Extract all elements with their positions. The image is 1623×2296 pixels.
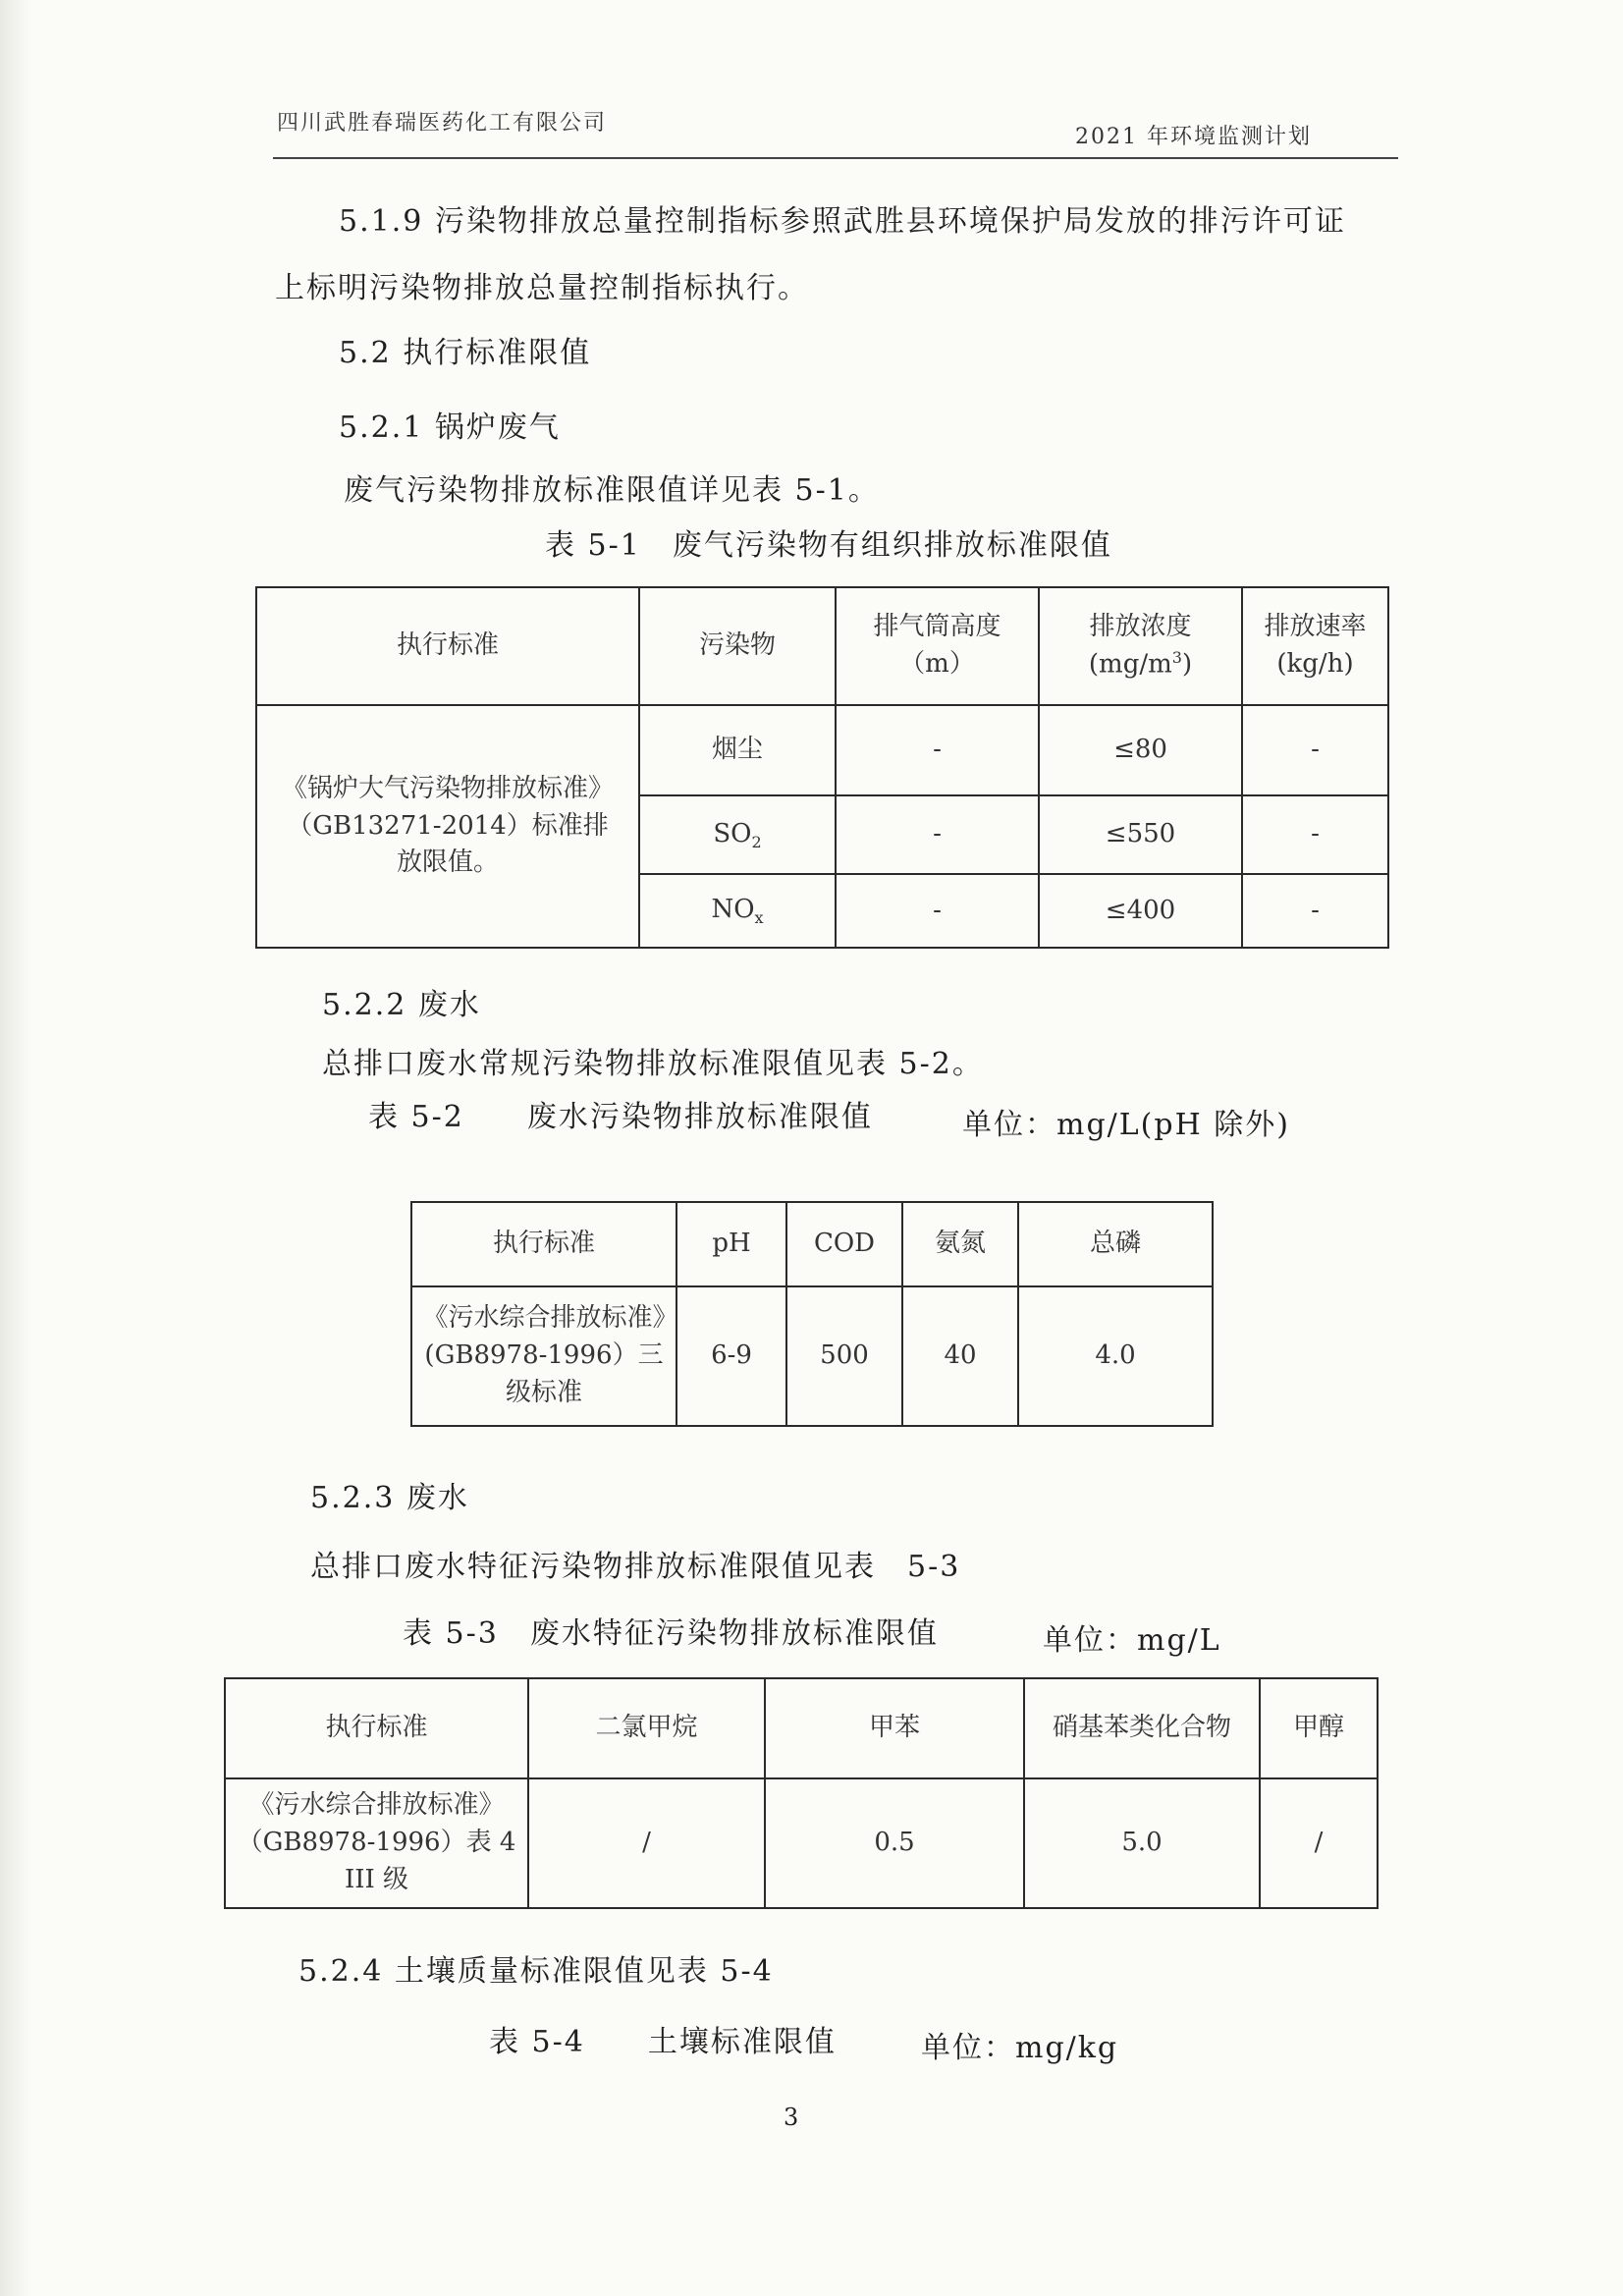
t2-value-ammonia: 40: [902, 1286, 1018, 1426]
t2-header-ammonia: 氨氮: [902, 1202, 1018, 1286]
t3-value-methanol: /: [1260, 1778, 1378, 1908]
t1-header-concentration-line2: [1046, 646, 1235, 683]
t1-header-height-line2: （m）: [899, 649, 975, 679]
caption-table-5-1: 表 5-1 废气污染物有组织排放标准限值: [545, 528, 1112, 563]
t2-standard-cell: 《污水综合排放标准》(GB8978-1996）三级标准: [411, 1286, 676, 1426]
t1-unit-a: (mg/m: [1088, 649, 1172, 680]
t2-header-ph: pH: [676, 1202, 786, 1286]
page-number: 3: [784, 2104, 799, 2131]
t1-header-pollutant: 污染物: [639, 587, 836, 705]
header-rule: [273, 157, 1398, 159]
t1-header-rate-line2: (kg/h): [1276, 649, 1354, 679]
t1-header-rate: [1242, 587, 1388, 705]
heading-5-2-1: 5.2.1 锅炉废气: [339, 410, 561, 445]
t2-value-cod: 500: [786, 1286, 902, 1426]
t2-value-phosphorus: 4.0: [1018, 1286, 1213, 1426]
t1-height: -: [836, 874, 1039, 948]
t1-pollutant: 烟尘: [639, 705, 836, 795]
t2-header-cod: COD: [786, 1202, 902, 1286]
caption-table-5-2-unit: 单位：mg/L(pH 除外): [962, 1108, 1290, 1142]
t1-unit-sup: 3: [1171, 647, 1182, 667]
t1-rate: -: [1242, 874, 1388, 948]
paragraph-5-2-1: 废气污染物排放标准限值详见表 5-1。: [344, 473, 880, 508]
t3-header-standard: 执行标准: [225, 1678, 528, 1778]
table-5-3: [224, 1677, 1379, 1909]
t3-value-toluene: 0.5: [765, 1778, 1024, 1908]
t3-value-dichloromethane: /: [528, 1778, 765, 1908]
t1-standard-cell: 《锅炉大气污染物排放标准》（GB13271-2014）标准排放限值。: [256, 705, 639, 948]
heading-5-2: 5.2 执行标准限值: [339, 336, 592, 370]
t1-rate: -: [1242, 705, 1388, 795]
table-row: [411, 1286, 1213, 1426]
t3-standard-cell: 《污水综合排放标准》（GB8978-1996）表 4 III 级: [225, 1778, 528, 1908]
t3-value-nitrobenzenes: 5.0: [1024, 1778, 1260, 1908]
t3-header-methanol: 甲醇: [1260, 1678, 1378, 1778]
t2-value-ph: 6-9: [676, 1286, 786, 1426]
t1-header-height-line1: 排气筒高度: [873, 612, 1001, 642]
paragraph-519-line1: 5.1.9 污染物排放总量控制指标参照武胜县环境保护局发放的排污许可证: [339, 204, 1346, 239]
paragraph-5-2-2: 总排口废水常规污染物排放标准限值见表 5-2。: [322, 1047, 984, 1081]
caption-table-5-3-unit: 单位：mg/L: [1043, 1623, 1221, 1658]
caption-table-5-4-title: 表 5-4 土壤标准限值: [489, 2025, 837, 2059]
t1-height: -: [836, 705, 1039, 795]
table-5-2: [410, 1201, 1214, 1427]
t1-unit-b: ): [1181, 649, 1193, 680]
t1-header-concentration-line1: 排放浓度: [1089, 611, 1192, 641]
heading-5-2-4: 5.2.4 土壤质量标准限值见表 5-4: [298, 1954, 774, 1989]
t3-header-dichloromethane: 二氯甲烷: [528, 1678, 765, 1778]
t1-height: -: [836, 795, 1039, 874]
t2-header-phosphorus: 总磷: [1018, 1202, 1213, 1286]
caption-table-5-4-unit: 单位：mg/kg: [921, 2031, 1119, 2065]
t1-header-standard: 执行标准: [256, 587, 639, 705]
header-company: 四川武胜春瑞医药化工有限公司: [277, 111, 608, 136]
t1-pollutant: $NO_x$: [639, 874, 836, 948]
table-row: [256, 705, 1388, 795]
heading-5-2-2: 5.2.2 废水: [322, 988, 481, 1022]
t1-header-rate-line1: 排放速率: [1264, 612, 1367, 642]
heading-5-2-3: 5.2.3 废水: [310, 1481, 469, 1515]
paragraph-5-2-3: 总排口废水特征污染物排放标准限值见表 5-3: [310, 1550, 961, 1584]
caption-table-5-2-title: 表 5-2 废水污染物排放标准限值: [368, 1100, 873, 1134]
scan-edge: [0, 0, 33, 2296]
table-5-3-header-row: [225, 1678, 1378, 1778]
table-5-1-header-row: [256, 587, 1388, 705]
table-5-1: [255, 586, 1389, 949]
header-report-title: 2021 年环境监测计划: [1075, 125, 1312, 149]
t3-header-nitrobenzenes: 硝基苯类化合物: [1024, 1678, 1260, 1778]
t1-rate: -: [1242, 795, 1388, 874]
t2-header-standard: 执行标准: [411, 1202, 676, 1286]
t1-concentration: ≤550: [1039, 795, 1242, 874]
t1-header-concentration: [1039, 587, 1242, 705]
paragraph-519-line2: 上标明污染物排放总量控制指标执行。: [275, 271, 809, 305]
t1-concentration: ≤80: [1039, 705, 1242, 795]
t1-pollutant: $SO_2$: [639, 795, 836, 874]
caption-table-5-3-title: 表 5-3 废水特征污染物排放标准限值: [403, 1616, 939, 1651]
t1-concentration: ≤400: [1039, 874, 1242, 948]
table-row: [225, 1778, 1378, 1908]
t3-header-toluene: 甲苯: [765, 1678, 1024, 1778]
table-5-2-header-row: [411, 1202, 1213, 1286]
t1-header-height: [836, 587, 1039, 705]
